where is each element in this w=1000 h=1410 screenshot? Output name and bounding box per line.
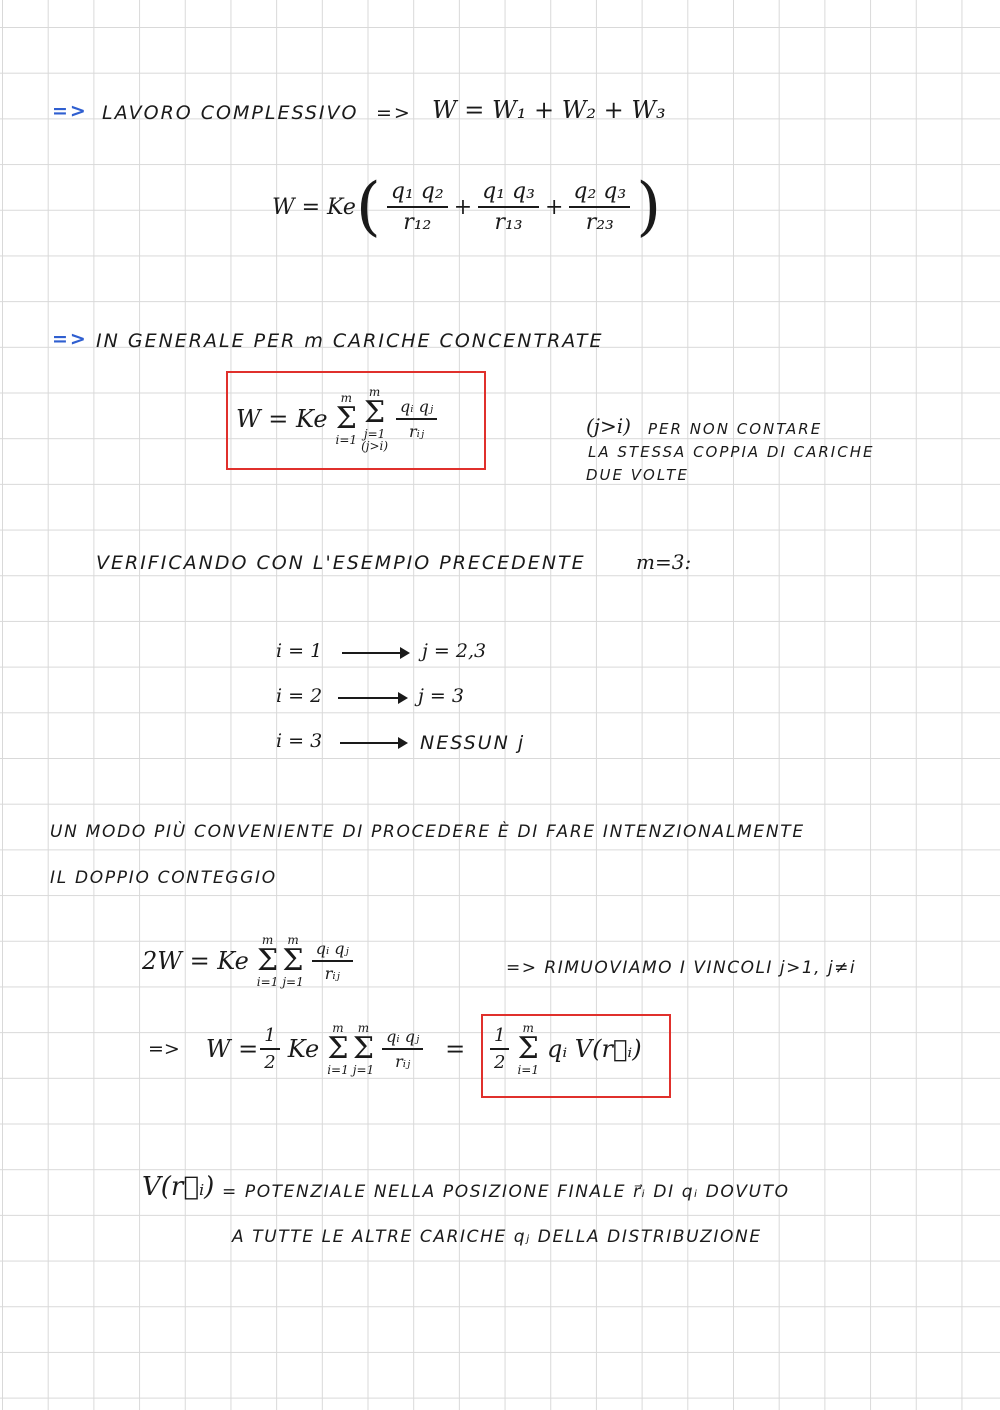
fraction-numerator: qᵢ qⱼ [382, 1027, 423, 1050]
sum-upper: m [340, 391, 352, 405]
sum-condition: (j>i) [361, 439, 389, 453]
fraction-denominator: 2 [264, 1052, 276, 1073]
note-line-3: DUE VOLTE [586, 466, 689, 484]
right-arrow-icon [340, 742, 406, 744]
sigma-icon: Σ [517, 1031, 539, 1066]
paragraph-line-1: UN MODO PIÙ CONVENIENTE DI PROCEDERE È DI FARE INTENZIONALMENTE [50, 822, 805, 842]
implies-arrow-1: => [376, 102, 412, 124]
heading-total-work: LAVORO COMPLESSIVO [102, 102, 359, 124]
mapping-right-2: j = 3 [418, 685, 464, 707]
mapping-right-1: j = 2,3 [422, 640, 487, 662]
definition-line-2: A TUTTE LE ALTRE CARICHE qⱼ DELLA DISTRIBUZIONE [232, 1227, 762, 1247]
sigma-icon: Σ [352, 1031, 375, 1066]
formula-general-lhs: W = Ke [236, 405, 328, 433]
sum-lower: i=1 [256, 975, 279, 989]
fraction-denominator: rᵢⱼ [409, 422, 425, 441]
sum-lower: j=1 [352, 1063, 375, 1077]
sum-i [517, 1022, 539, 1076]
constant-ke: Ke [287, 1035, 320, 1063]
fraction-q2q3 [569, 179, 630, 235]
right-arrow-icon [342, 652, 408, 654]
note-line-2: LA STESSA COPPIA DI CARICHE [588, 443, 875, 461]
verify-label: VERIFICANDO CON L'ESEMPIO PRECEDENTE [96, 552, 586, 574]
mapping-left-3: i = 3 [276, 730, 323, 752]
fraction-numerator: q₁ q₃ [478, 179, 539, 208]
formula-final-lhs: W = [205, 1035, 259, 1063]
fraction-numerator: q₁ q₂ [387, 179, 448, 208]
mapping-left-1: i = 1 [276, 640, 323, 662]
fraction-denominator: rᵢⱼ [395, 1052, 411, 1071]
heading-general: IN GENERALE PER m CARICHE CONCENTRATE [96, 330, 604, 352]
fraction-one-half [490, 1025, 509, 1073]
fraction-q1q2 [387, 179, 448, 235]
equals-sign: = [445, 1035, 466, 1063]
sum-upper: m [287, 933, 299, 947]
plus-sign: + [453, 194, 473, 220]
left-paren: ( [355, 170, 381, 244]
fraction-qiqj [312, 939, 353, 983]
fraction-denominator: r₁₂ [403, 210, 432, 235]
note-line-1: PER NON CONTARE [648, 420, 823, 438]
fraction-numerator: 1 [260, 1025, 279, 1050]
fraction-one-half [260, 1025, 279, 1073]
sum-lower: i=1 [517, 1063, 539, 1077]
fraction-numerator: qᵢ qⱼ [312, 939, 353, 962]
mapping-right-3: NESSUN j [420, 732, 526, 754]
sum-i [257, 934, 279, 988]
sum-upper: m [357, 1021, 370, 1035]
sum-upper: m [522, 1021, 534, 1035]
sum-j [361, 386, 388, 452]
sum-upper: m [332, 1021, 344, 1035]
sum-lower: i=1 [327, 1063, 349, 1077]
fraction-qiqj [396, 397, 437, 441]
sum-upper: m [368, 385, 381, 399]
sum-lower: j=1 [363, 427, 386, 441]
fraction-denominator: 2 [494, 1052, 506, 1073]
formula-general [236, 386, 443, 452]
sigma-icon: Σ [327, 1031, 349, 1066]
fraction-denominator: r₂₃ [585, 210, 614, 235]
formula-double [142, 934, 359, 988]
definition-line-1: = POTENZIALE NELLA POSIZIONE FINALE r⃗ᵢ DI qᵢ DOVUTO [222, 1182, 790, 1202]
fraction-denominator: r₁₃ [494, 210, 523, 235]
potential-term: qᵢ V(r⃗ᵢ) [546, 1035, 642, 1063]
sum-lower: i=1 [335, 433, 358, 447]
right-arrow-icon [338, 697, 406, 699]
fraction-numerator: 1 [490, 1025, 509, 1050]
sum-upper: m [261, 933, 274, 947]
formula-total-lhs: W = Ke [272, 194, 356, 220]
sigma-icon: Σ [335, 401, 357, 436]
arrow-marker-1: => [52, 100, 88, 122]
fraction-numerator: qᵢ qⱼ [396, 397, 437, 420]
sigma-icon: Σ [256, 943, 279, 978]
note-condition: (j>i) [586, 414, 631, 438]
implies-arrow-final: => [148, 1038, 180, 1060]
remove-constraints-note: => RIMUOVIAMO I VINCOLI j>1, j≠i [506, 958, 857, 978]
sum-lower: j=1 [282, 975, 304, 989]
potential-symbol: V(r⃗ᵢ) [142, 1172, 215, 1202]
fraction-q1q3 [478, 179, 539, 235]
sum-i [327, 1022, 349, 1076]
arrow-marker-2: => [52, 328, 88, 350]
right-paren: ) [636, 170, 662, 244]
sum-j [353, 1022, 374, 1076]
sigma-icon: Σ [282, 943, 304, 978]
formula-double-lhs: 2W = Ke [142, 947, 249, 975]
sigma-icon: Σ [363, 395, 386, 430]
fraction-numerator: q₂ q₃ [569, 179, 630, 208]
mapping-left-2: i = 2 [276, 685, 323, 707]
formula-total-work [272, 170, 661, 244]
formula-final [148, 1022, 465, 1076]
plus-sign: + [544, 194, 564, 220]
fraction-denominator: rᵢⱼ [324, 964, 340, 983]
paragraph-line-2: IL DOPPIO CONTEGGIO [50, 868, 277, 888]
sum-i [336, 392, 358, 446]
sum-j [282, 934, 303, 988]
formula-work-sum: W = W₁ + W₂ + W₃ [432, 96, 666, 124]
formula-final-boxed [488, 1022, 642, 1076]
verify-condition: m=3: [636, 550, 692, 574]
fraction-qiqj [382, 1027, 423, 1071]
